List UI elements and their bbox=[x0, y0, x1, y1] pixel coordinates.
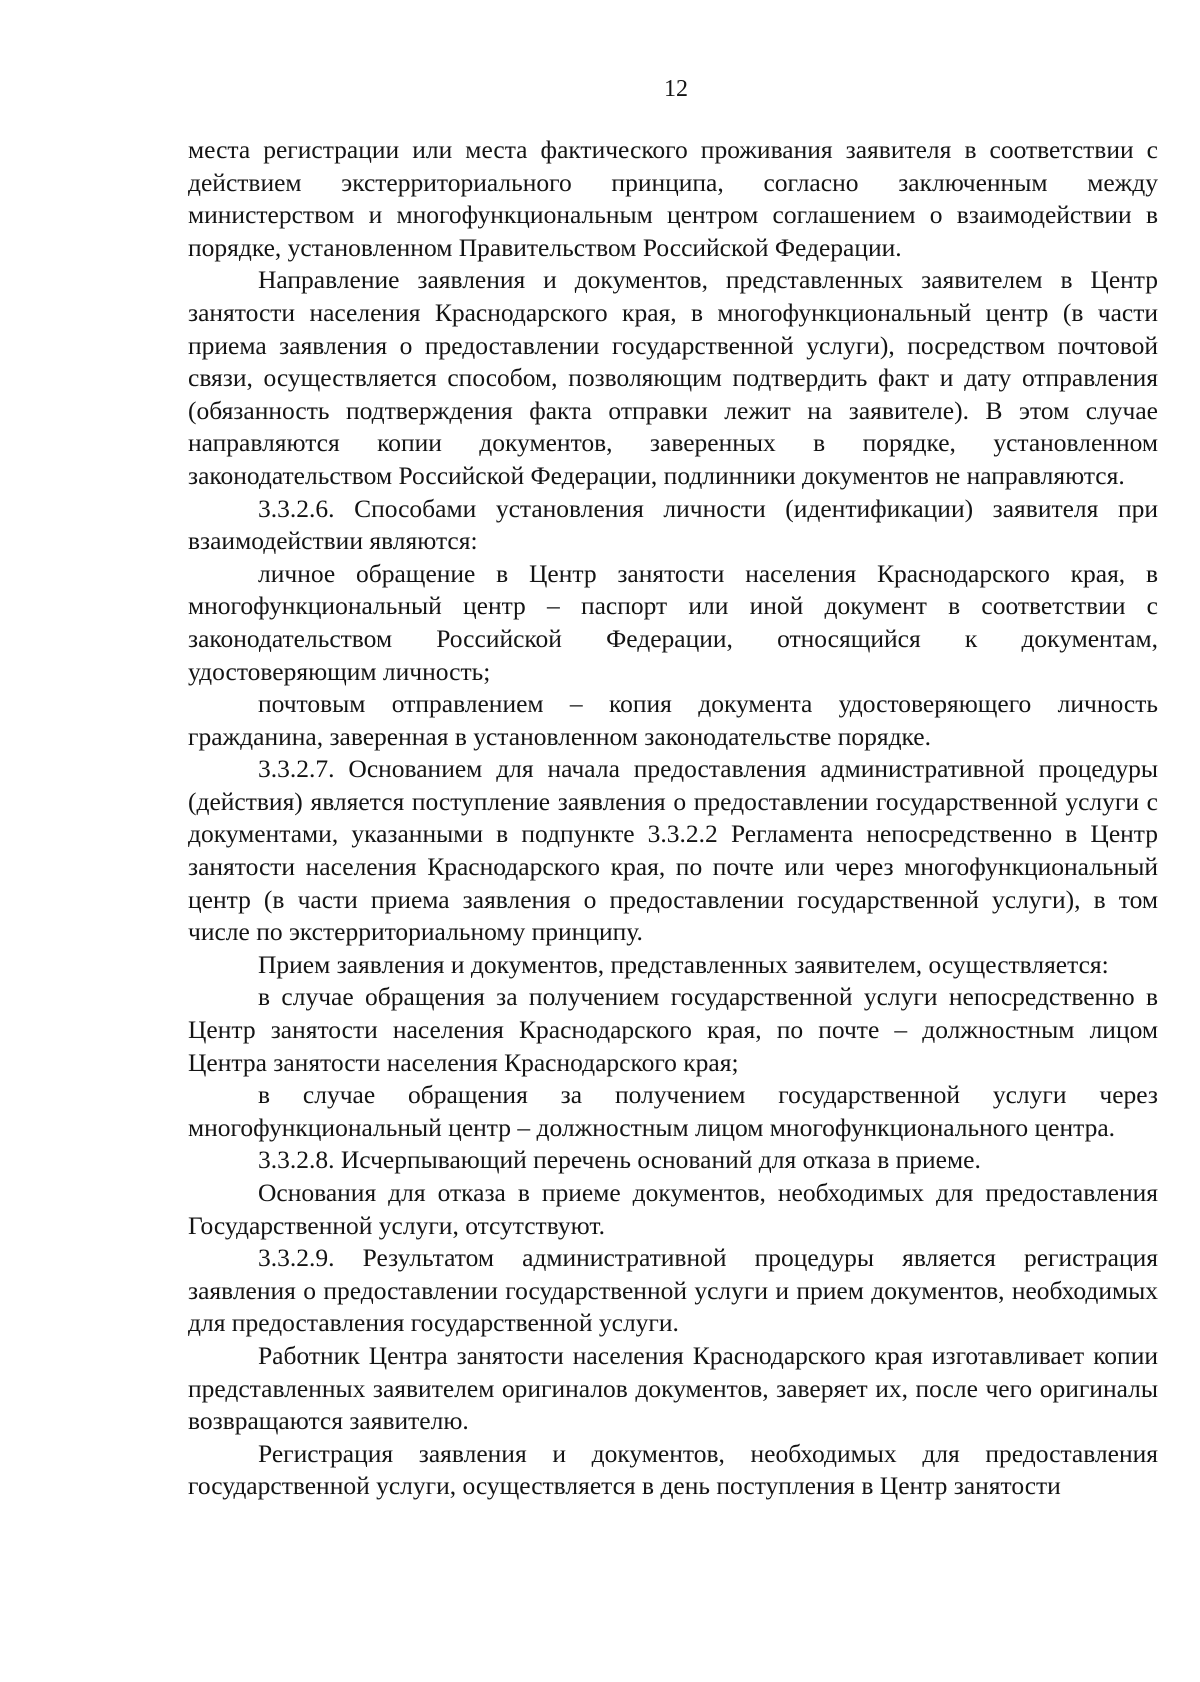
paragraph: 3.3.2.7. Основанием для начала предоставления административной процедуры (действия) является поступление заявления о предоставлении государственной услуги с документами, указанными в подпункте 3.3.2.2 Регламента непосредственно в Центр занятости населения Краснодарского края, по почте или через многофункциональный центр (в части приема заявления о предоставлении государственной услуги), в том числе по экстерриториальному принципу. bbox=[188, 754, 1158, 947]
page-number: 12 bbox=[664, 76, 688, 102]
document-body bbox=[188, 134, 1158, 1503]
paragraph: 3.3.2.9. Результатом административной процедуры является регистрация заявления о предоставлении государственной услуги и прием документов, необходимых для предоставления государственной услуги. bbox=[188, 1243, 1158, 1338]
paragraph: места регистрации или места фактического проживания заявителя в соответствии с действием экстерриториального принципа, согласно заключенным между министерством и многофункциональным центром соглашением о взаимодействии в порядке, установленном Правительством Российской Федерации. bbox=[188, 135, 1158, 262]
paragraph: Работник Центра занятости населения Краснодарского края изготавливает копии представленных заявителем оригиналов документов, заверяет их, после чего оригиналы возвращаются заявителю. bbox=[188, 1340, 1158, 1436]
paragraph: в случае обращения за получением государственной услуги непосредственно в Центр занятости населения Краснодарского края, по почте – должностным лицом Центра занятости населения Краснодарского края; bbox=[188, 982, 1158, 1077]
paragraph: Направление заявления и документов, представленных заявителем в Центр занятости населения Краснодарского края, в многофункциональный центр (в части приема заявления о предоставлении государственной услуги), посредством почтовой связи, осуществляется способом, позволяющим подтвердить факт и дату отправления (обязанность подтверждения факта отправки лежит на заявителе). В этом случае направляются копии документов, заверенных в порядке, установленном законодательством Российской Федерации, подлинники документов не направляются. bbox=[188, 265, 1158, 490]
paragraph: 3.3.2.8. Исчерпывающий перечень оснований для отказа в приеме. bbox=[258, 1145, 981, 1175]
paragraph: Регистрация заявления и документов, необходимых для предоставления государственной услуги, осуществляется в день поступления в Центр занятости bbox=[188, 1438, 1158, 1501]
paragraph: в случае обращения за получением государственной услуги через многофункциональный центр – должностным лицом многофункционального центра. bbox=[188, 1080, 1158, 1142]
paragraph: Основания для отказа в приеме документов, необходимых для предоставления Государственной услуги, отсутствуют. bbox=[188, 1178, 1158, 1240]
paragraph: 3.3.2.6. Способами установления личности (идентификации) заявителя при взаимодействии являются: bbox=[188, 493, 1158, 556]
paragraph: Прием заявления и документов, представленных заявителем, осуществляется: bbox=[258, 949, 1109, 979]
paragraph: личное обращение в Центр занятости населения Краснодарского края, в многофункциональный центр – паспорт или иной документ в соответствии с законодательством Российской Федерации, относящийся к документам, удостоверяющим личность; bbox=[188, 558, 1158, 686]
paragraph: почтовым отправлением – копия документа удостоверяющего личность гражданина, заверенная в установленном законодательстве порядке. bbox=[188, 689, 1158, 751]
